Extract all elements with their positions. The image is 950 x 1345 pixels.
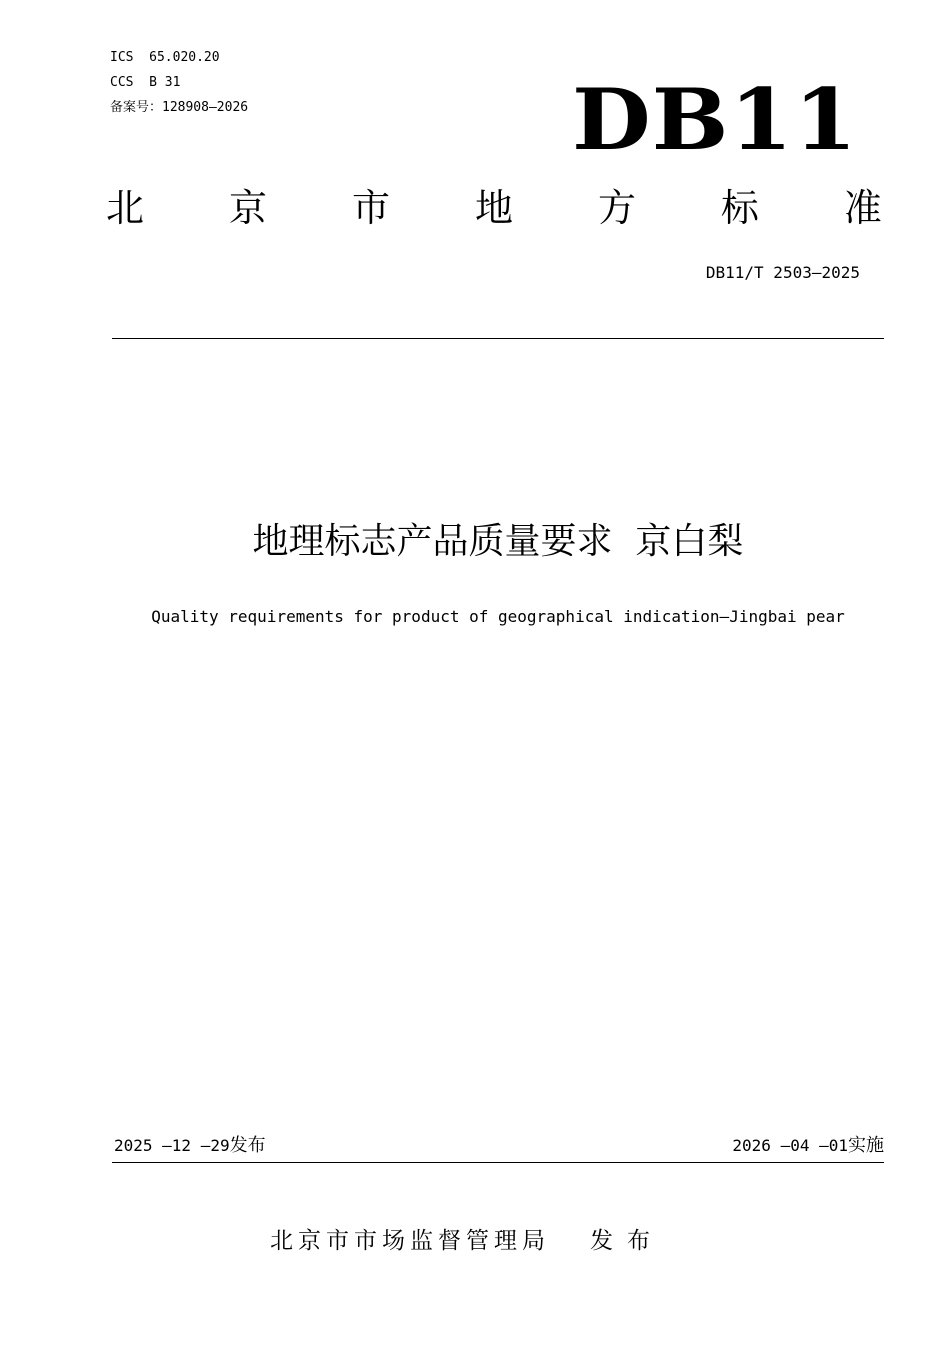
- record-number: 备案号：128908—2026: [110, 100, 249, 115]
- publisher-name: 北京市市场监督管理局: [270, 1228, 550, 1254]
- standard-logo: DB11: [572, 70, 858, 169]
- implementation-label: 实施: [848, 1135, 884, 1156]
- document-title-chinese: 地理标志产品质量要求 京白梨: [252, 521, 744, 562]
- publisher-line: [270, 1224, 664, 1258]
- standard-type-heading: [106, 184, 882, 232]
- issue-date-line: [114, 1133, 266, 1159]
- issue-date: 2025 —12 —29: [114, 1136, 230, 1155]
- standard-type-char: 标: [720, 186, 759, 230]
- implementation-date: 2026 —04 —01: [732, 1136, 848, 1155]
- bottom-divider: [112, 1162, 884, 1163]
- publisher-action: 发布: [590, 1228, 664, 1254]
- standard-type-char: 市: [351, 186, 390, 230]
- standard-type-char: 京: [228, 186, 267, 230]
- standard-type-char: 北: [106, 186, 145, 230]
- issue-label: 发布: [229, 1135, 266, 1156]
- ccs-code: CCS B 31: [110, 75, 181, 90]
- standard-number: DB11/T 2503—2025: [705, 263, 860, 282]
- top-divider: [112, 338, 884, 339]
- standard-type-char: 方: [597, 186, 636, 230]
- standard-type-char: 准: [843, 186, 882, 230]
- document-title-english: Quality requirements for product of geographical indication—Jingbai pear: [151, 607, 845, 626]
- implementation-date-line: [732, 1133, 884, 1159]
- ics-code: ICS 65.020.20: [110, 50, 220, 65]
- standard-type-char: 地: [474, 186, 513, 230]
